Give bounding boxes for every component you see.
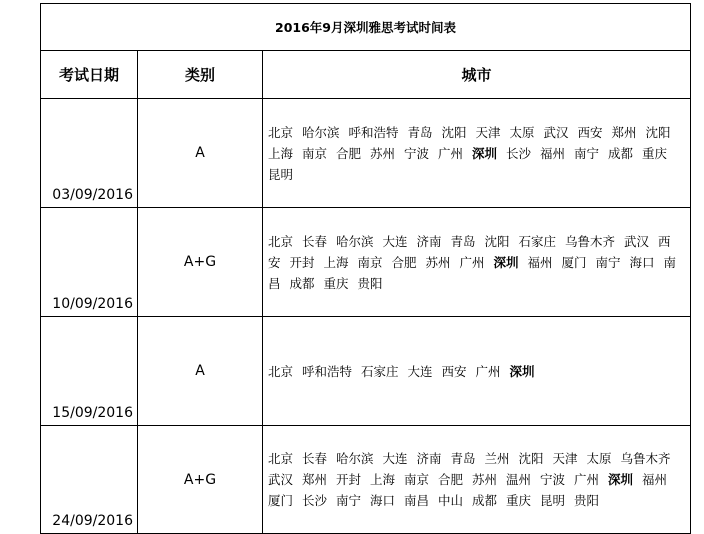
city-name: 南宁	[336, 493, 362, 508]
city-name: 哈尔滨	[302, 124, 340, 140]
city-name: 成都	[472, 493, 498, 508]
city-name: 宁波	[540, 472, 566, 487]
city-name: 广州	[438, 145, 464, 161]
city-name: 沈阳	[441, 124, 467, 140]
city-list	[263, 99, 691, 208]
city-list	[263, 208, 691, 317]
exam-date: 03/09/2016	[41, 99, 138, 208]
city-name: 乌鲁木齐	[565, 233, 616, 249]
city-name: 郑州	[611, 124, 637, 140]
city-name: 长沙	[302, 493, 328, 508]
city-name: 海口	[370, 493, 396, 508]
city-name: 深圳	[509, 363, 535, 379]
city-name: 上海	[370, 472, 396, 487]
table-row	[41, 208, 691, 317]
city-name: 长春	[302, 233, 328, 249]
city-name: 深圳	[608, 472, 634, 487]
city-name: 南宁	[595, 254, 621, 270]
city-name: 广州	[459, 254, 485, 270]
city-name: 西安	[577, 124, 603, 140]
city-name: 开封	[336, 472, 362, 487]
city-name: 北京	[268, 363, 294, 379]
exam-type: A	[138, 99, 263, 208]
city-name: 沈阳	[484, 233, 510, 249]
city-name: 大连	[382, 233, 408, 249]
exam-schedule-table	[40, 3, 691, 534]
city-name: 青岛	[407, 124, 433, 140]
city-name: 宁波	[404, 145, 430, 161]
city-name: 石家庄	[361, 363, 399, 379]
city-name: 成都	[608, 145, 634, 161]
city-name: 哈尔滨	[336, 233, 374, 249]
city-name: 郑州	[302, 472, 328, 487]
city-name: 合肥	[391, 254, 417, 270]
city-name: 西安	[441, 363, 467, 379]
city-name: 广州	[574, 472, 600, 487]
city-name: 南京	[357, 254, 383, 270]
city-name: 昆明	[268, 166, 294, 182]
city-name: 重庆	[323, 275, 349, 291]
city-name: 重庆	[506, 493, 532, 508]
city-name: 南昌	[404, 493, 430, 508]
city-name: 呼和浩特	[348, 124, 399, 140]
city-name: 兰州	[484, 451, 510, 466]
city-name: 南京	[404, 472, 430, 487]
table-row	[41, 317, 691, 426]
city-name: 苏州	[472, 472, 498, 487]
city-name: 天津	[475, 124, 501, 140]
city-name: 温州	[506, 472, 532, 487]
header-city: 城市	[263, 51, 691, 99]
city-name: 大连	[407, 363, 433, 379]
city-name: 深圳	[493, 254, 519, 270]
city-name: 苏州	[370, 145, 396, 161]
city-name: 长沙	[506, 145, 532, 161]
exam-type: A+G	[138, 426, 263, 534]
city-name: 石家庄	[518, 233, 557, 249]
exam-type: A+G	[138, 208, 263, 317]
city-name: 天津	[552, 451, 578, 466]
city-name: 沈阳	[518, 451, 544, 466]
exam-type: A	[138, 317, 263, 426]
city-name: 苏州	[425, 254, 451, 270]
city-name: 沈阳	[645, 124, 671, 140]
city-name: 济南	[416, 233, 442, 249]
exam-date: 24/09/2016	[41, 426, 138, 534]
table-row	[41, 426, 691, 534]
city-name: 厦门	[561, 254, 587, 270]
city-name: 合肥	[438, 472, 464, 487]
table-title: 2016年9月深圳雅思考试时间表	[41, 4, 691, 51]
city-name: 深圳	[472, 145, 498, 161]
table-row	[41, 99, 691, 208]
city-name: 西安	[268, 233, 671, 270]
city-name: 北京	[268, 124, 294, 140]
city-name: 呼和浩特	[302, 363, 353, 379]
city-name: 中山	[438, 493, 464, 508]
city-name: 福州	[642, 472, 668, 487]
city-name: 南京	[302, 145, 328, 161]
city-name: 福州	[540, 145, 566, 161]
city-name: 青岛	[450, 233, 476, 249]
exam-date: 15/09/2016	[41, 317, 138, 426]
city-name: 上海	[323, 254, 349, 270]
city-name: 海口	[629, 254, 655, 270]
city-name: 成都	[289, 275, 315, 291]
city-name: 福州	[527, 254, 553, 270]
city-list	[263, 426, 691, 534]
city-name: 贵阳	[574, 493, 600, 508]
city-name: 青岛	[450, 451, 476, 466]
city-name: 哈尔滨	[336, 451, 374, 466]
city-name: 北京	[268, 233, 294, 249]
header-date: 考试日期	[41, 51, 138, 99]
city-name: 南宁	[574, 145, 600, 161]
city-name: 贵阳	[357, 275, 383, 291]
city-name: 长春	[302, 451, 328, 466]
city-name: 厦门	[268, 493, 294, 508]
city-name: 南昌	[268, 254, 677, 291]
header-row	[41, 51, 691, 99]
header-type: 类别	[138, 51, 263, 99]
city-name: 上海	[268, 145, 294, 161]
exam-date: 10/09/2016	[41, 208, 138, 317]
city-name: 广州	[475, 363, 501, 379]
city-name: 北京	[268, 451, 294, 466]
city-name: 乌鲁木齐	[620, 451, 671, 466]
city-name: 武汉	[624, 233, 650, 249]
city-name: 太原	[509, 124, 535, 140]
city-name: 大连	[382, 451, 408, 466]
city-name: 开封	[289, 254, 315, 270]
city-name: 济南	[416, 451, 442, 466]
city-name: 重庆	[642, 145, 668, 161]
title-row	[41, 4, 691, 51]
city-name: 武汉	[268, 472, 294, 487]
city-name: 太原	[586, 451, 612, 466]
city-name: 武汉	[543, 124, 569, 140]
city-name: 昆明	[540, 493, 566, 508]
city-name: 合肥	[336, 145, 362, 161]
city-list	[263, 317, 691, 426]
